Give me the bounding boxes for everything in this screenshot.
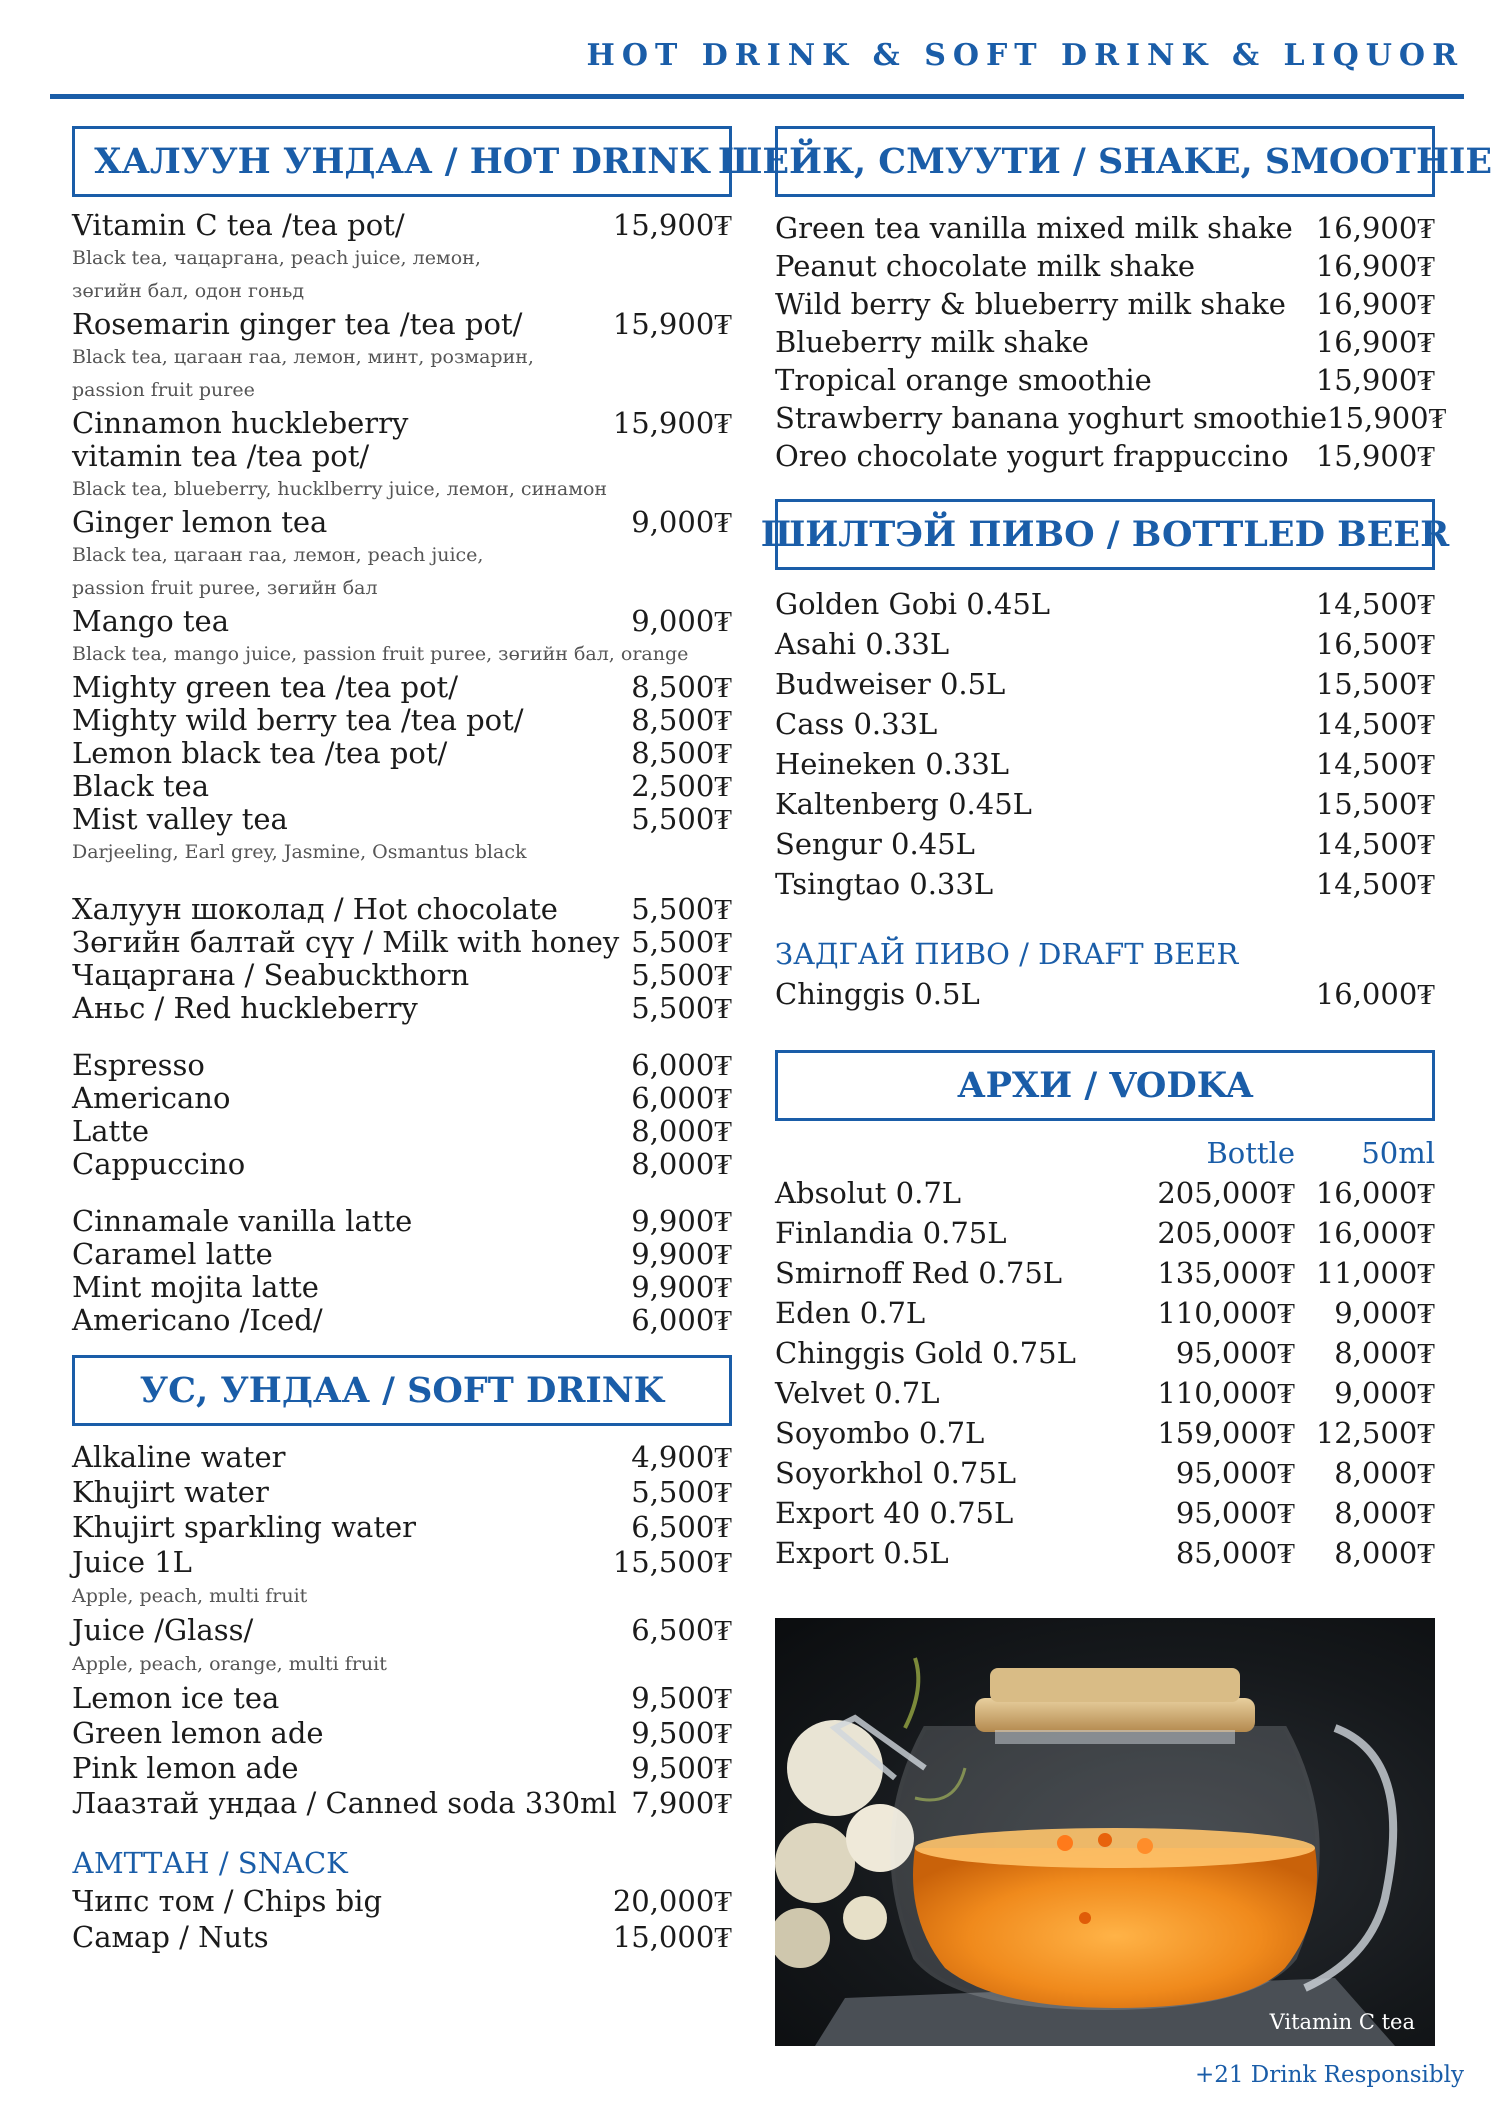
menu-item-price: 6,000₮ xyxy=(631,1081,732,1115)
hot-drink-title: ХАЛУУН УНДАА / HOT DRINK xyxy=(94,141,710,182)
snack-list xyxy=(72,1883,732,1955)
menu-item-name: Mighty green tea /tea pot/ xyxy=(72,670,458,704)
menu-item-row xyxy=(72,1681,732,1716)
vodka-name: Chinggis Gold 0.75L xyxy=(775,1336,1076,1370)
vodka-50ml-price: 8,000₮ xyxy=(1334,1336,1435,1370)
vodka-row xyxy=(775,1173,1435,1213)
menu-item-price: 8,000₮ xyxy=(631,1147,732,1181)
vodka-bottle-price: 110,000₮ xyxy=(1157,1296,1295,1330)
right-column xyxy=(717,126,1493,1573)
menu-item-price: 15,900₮ xyxy=(612,406,732,440)
menu-item-row xyxy=(775,704,1435,744)
menu-item-row xyxy=(72,893,732,926)
menu-item-price: 5,500₮ xyxy=(631,958,732,992)
menu-item-row xyxy=(775,584,1435,624)
menu-item-name: Kaltenberg 0.45L xyxy=(775,787,1032,821)
shake-heading xyxy=(717,126,1493,197)
menu-item-row xyxy=(72,1510,732,1545)
vodka-50ml-price: 12,500₮ xyxy=(1315,1416,1435,1450)
menu-item-row xyxy=(72,1440,732,1475)
vodka-row xyxy=(775,1333,1435,1373)
vodka-name: Smirnoff Red 0.75L xyxy=(775,1256,1063,1290)
menu-item-row xyxy=(72,308,732,341)
menu-item-name: Latte xyxy=(72,1114,150,1148)
menu-item-row xyxy=(72,704,732,737)
menu-item-price: 6,000₮ xyxy=(631,1048,732,1082)
menu-item-price: 9,000₮ xyxy=(631,604,732,638)
menu-item-description: passion fruit puree, зөгийн бал xyxy=(72,577,378,599)
menu-item-row xyxy=(72,1304,732,1337)
menu-item-price: 15,000₮ xyxy=(612,1920,732,1954)
vodka-row xyxy=(775,1493,1435,1533)
menu-item-name: Ginger lemon tea xyxy=(72,505,328,539)
teapot-illustration xyxy=(775,1618,1435,2046)
menu-item-price: 15,500₮ xyxy=(612,1545,732,1579)
soft-drink-title: УС, УНДАА / SOFT DRINK xyxy=(139,1370,665,1411)
menu-item-name: Зөгийн балтай сүү / Milk with honey xyxy=(72,925,620,959)
menu-item-row xyxy=(72,926,732,959)
menu-item-row xyxy=(72,1919,732,1955)
menu-item-row xyxy=(775,437,1435,475)
menu-item-row xyxy=(775,209,1435,247)
menu-item-description: passion fruit puree xyxy=(72,379,255,401)
menu-item-price: 9,000₮ xyxy=(631,505,732,539)
menu-item-row xyxy=(72,1613,732,1648)
menu-item-row xyxy=(72,506,732,539)
vodka-row xyxy=(775,1453,1435,1493)
menu-item-price: 14,500₮ xyxy=(1315,827,1435,861)
menu-item-price: 9,500₮ xyxy=(631,1681,732,1715)
vodka-row xyxy=(775,1373,1435,1413)
vodka-bottle-header: Bottle xyxy=(1206,1136,1295,1170)
menu-item-description: Darjeeling, Earl grey, Jasmine, Osmantus black xyxy=(72,841,527,863)
header-divider xyxy=(50,94,1464,99)
menu-item-price: 9,500₮ xyxy=(631,1716,732,1750)
menu-item-row xyxy=(72,959,732,992)
left-column xyxy=(72,126,732,1955)
menu-item-row xyxy=(72,803,732,836)
menu-item-row xyxy=(72,1883,732,1919)
bottled-beer-title: ШИЛТЭЙ ПИВО / BOTTLED BEER xyxy=(760,514,1450,555)
menu-item-row xyxy=(72,1271,732,1304)
vodka-row xyxy=(775,1413,1435,1453)
menu-item-row xyxy=(775,664,1435,704)
menu-item-name: Green tea vanilla mixed milk shake xyxy=(775,211,1293,245)
menu-item-row xyxy=(72,1786,732,1821)
menu-item-row xyxy=(72,1475,732,1510)
menu-item-price: 7,900₮ xyxy=(631,1786,732,1820)
vodka-name: Eden 0.7L xyxy=(775,1296,926,1330)
vodka-heading xyxy=(775,1050,1435,1121)
menu-item-price: 9,900₮ xyxy=(631,1237,732,1271)
vodka-bottle-price: 135,000₮ xyxy=(1157,1256,1295,1290)
soft-drink-heading xyxy=(72,1355,732,1426)
menu-item-name: Mighty wild berry tea /tea pot/ xyxy=(72,703,524,737)
menu-item-price: 15,900₮ xyxy=(1315,439,1435,473)
menu-item-row xyxy=(72,209,732,242)
menu-item-name: Caramel latte xyxy=(72,1237,273,1271)
menu-item-name: Khujirt water xyxy=(72,1475,269,1509)
vitamin-c-tea-photo xyxy=(775,1618,1435,2046)
draft-beer-list xyxy=(775,974,1435,1014)
menu-item-price: 15,900₮ xyxy=(612,307,732,341)
drink-responsibly-note: +21 Drink Responsibly xyxy=(1194,2062,1464,2088)
menu-item-name: Mango tea xyxy=(72,604,230,638)
menu-item-price: 15,900₮ xyxy=(1315,363,1435,397)
menu-item-price: 16,900₮ xyxy=(1315,287,1435,321)
menu-item-row xyxy=(775,624,1435,664)
menu-item-name: Strawberry banana yoghurt smoothie xyxy=(775,401,1328,435)
menu-item-name: Tropical orange smoothie xyxy=(775,363,1152,397)
menu-item-row xyxy=(72,1148,732,1181)
menu-item-name-continued: vitamin tea /tea pot/ xyxy=(72,439,370,473)
menu-item-name: Lemon black tea /tea pot/ xyxy=(72,736,448,770)
menu-item-price: 15,900₮ xyxy=(1327,401,1447,435)
menu-item-name: Pink lemon ade xyxy=(72,1751,299,1785)
menu-item-row xyxy=(775,399,1447,437)
menu-item-row xyxy=(72,1082,732,1115)
vodka-bottle-price: 95,000₮ xyxy=(1175,1496,1295,1530)
menu-item-name: Cinnamon huckleberry xyxy=(72,406,409,440)
menu-item-name: Rosemarin ginger tea /tea pot/ xyxy=(72,307,523,341)
menu-item-name: Khujirt sparkling water xyxy=(72,1510,416,1544)
vodka-bottle-price: 205,000₮ xyxy=(1157,1176,1295,1210)
photo-caption: Vitamin C tea xyxy=(1269,2010,1415,2034)
menu-item-description: зөгийн бал, одон гоньд xyxy=(72,280,305,302)
menu-item-row xyxy=(72,407,732,440)
vodka-50ml-price: 9,000₮ xyxy=(1334,1296,1435,1330)
menu-item-price: 20,000₮ xyxy=(612,1884,732,1918)
vodka-50ml-price: 8,000₮ xyxy=(1334,1496,1435,1530)
menu-item-name: Americano /Iced/ xyxy=(72,1303,323,1337)
menu-item-price: 4,900₮ xyxy=(631,1440,732,1474)
snack-title: АМТТАН / SNACK xyxy=(72,1846,348,1880)
menu-item-name: Cinnamale vanilla latte xyxy=(72,1204,413,1238)
menu-item-price: 8,500₮ xyxy=(631,703,732,737)
menu-item-row xyxy=(775,247,1435,285)
menu-item-description: Black tea, mango juice, passion fruit puree, зөгийн бал, orange xyxy=(72,643,689,665)
menu-item-description: Apple, peach, orange, multi fruit xyxy=(72,1653,387,1675)
menu-item-name: Alkaline water xyxy=(72,1440,286,1474)
menu-item-name: Самар / Nuts xyxy=(72,1920,269,1954)
menu-item-row xyxy=(775,744,1435,784)
menu-item-name: Budweiser 0.5L xyxy=(775,667,1006,701)
menu-item-row xyxy=(72,1049,732,1082)
menu-item-name: Лаазтай ундаа / Canned soda 330ml xyxy=(72,1786,617,1820)
menu-item-name: Lemon ice tea xyxy=(72,1681,280,1715)
vodka-name: Export 0.5L xyxy=(775,1536,949,1570)
vodka-row xyxy=(775,1293,1435,1333)
vodka-50ml-header: 50ml xyxy=(1361,1136,1435,1170)
menu-item-name: Чацаргана / Seabuckthorn xyxy=(72,958,470,992)
menu-item-price: 6,000₮ xyxy=(631,1303,732,1337)
menu-item-price: 15,500₮ xyxy=(1315,667,1435,701)
vodka-bottle-price: 95,000₮ xyxy=(1175,1336,1295,1370)
menu-item-name: Asahi 0.33L xyxy=(775,627,950,661)
menu-item-row xyxy=(72,1716,732,1751)
menu-item-description: Black tea, цагаан гаа, лемон, peach juice, xyxy=(72,544,484,566)
vodka-name: Soyorkhol 0.75L xyxy=(775,1456,1017,1490)
menu-item-name: Blueberry milk shake xyxy=(775,325,1089,359)
menu-item-name: Cappuccino xyxy=(72,1147,246,1181)
soft-drink-list xyxy=(72,1440,732,1821)
draft-beer-title: ЗАДГАЙ ПИВО / DRAFT BEER xyxy=(775,937,1239,971)
menu-item-price: 9,900₮ xyxy=(631,1204,732,1238)
menu-item-price: 14,500₮ xyxy=(1315,707,1435,741)
menu-item-price: 16,000₮ xyxy=(1315,977,1435,1011)
menu-item-name: Cass 0.33L xyxy=(775,707,938,741)
menu-item-price: 14,500₮ xyxy=(1315,747,1435,781)
menu-item-row xyxy=(72,1751,732,1786)
vodka-list xyxy=(775,1173,1435,1573)
vodka-50ml-price: 16,000₮ xyxy=(1315,1176,1435,1210)
menu-item-row xyxy=(72,1238,732,1271)
menu-item-name: Americano xyxy=(72,1081,231,1115)
menu-item-row xyxy=(72,737,732,770)
menu-item-name: Peanut chocolate milk shake xyxy=(775,249,1195,283)
menu-item-name: Golden Gobi 0.45L xyxy=(775,587,1051,621)
page-title: HOT DRINK & SOFT DRINK & LIQUOR xyxy=(586,38,1464,73)
latte-list xyxy=(72,1205,732,1337)
menu-item-price: 8,500₮ xyxy=(631,736,732,770)
teapot xyxy=(835,1668,1393,2008)
coffee-list xyxy=(72,1049,732,1181)
menu-item-row xyxy=(775,864,1435,904)
menu-item-row xyxy=(72,671,732,704)
menu-item-row xyxy=(775,285,1435,323)
menu-item-row xyxy=(775,361,1435,399)
menu-item-price: 16,900₮ xyxy=(1315,325,1435,359)
vodka-50ml-price: 9,000₮ xyxy=(1334,1376,1435,1410)
menu-item-price: 6,500₮ xyxy=(631,1510,732,1544)
menu-item-price: 16,900₮ xyxy=(1315,249,1435,283)
menu-item-name: Chinggis 0.5L xyxy=(775,977,980,1011)
menu-item-price: 15,500₮ xyxy=(1315,787,1435,821)
menu-item-row xyxy=(775,824,1435,864)
menu-item-price: 14,500₮ xyxy=(1315,587,1435,621)
menu-item-name: Wild berry & blueberry milk shake xyxy=(775,287,1286,321)
menu-item-name: Mint mojita latte xyxy=(72,1270,319,1304)
vodka-bottle-price: 95,000₮ xyxy=(1175,1456,1295,1490)
menu-item-row xyxy=(72,770,732,803)
vodka-bottle-price: 205,000₮ xyxy=(1157,1216,1295,1250)
vodka-title: АРХИ / VODKA xyxy=(957,1065,1253,1106)
menu-item-name: Mist valley tea xyxy=(72,802,288,836)
menu-item-name: Халуун шоколад / Hot chocolate xyxy=(72,892,558,926)
menu-item-row xyxy=(775,323,1435,361)
menu-item-description: Black tea, чацаргана, peach juice, лемон, xyxy=(72,247,481,269)
menu-item-name: Juice /Glass/ xyxy=(72,1613,254,1647)
bottled-beer-heading xyxy=(760,499,1450,570)
vodka-50ml-price: 16,000₮ xyxy=(1315,1216,1435,1250)
menu-item-price: 14,500₮ xyxy=(1315,867,1435,901)
vodka-bottle-price: 110,000₮ xyxy=(1157,1376,1295,1410)
menu-item-row xyxy=(775,974,1435,1014)
menu-item-price: 9,900₮ xyxy=(631,1270,732,1304)
menu-item-row xyxy=(72,1205,732,1238)
menu-item-price: 9,500₮ xyxy=(631,1751,732,1785)
vodka-name: Finlandia 0.75L xyxy=(775,1216,1007,1250)
vodka-name: Velvet 0.7L xyxy=(775,1376,940,1410)
vodka-name: Absolut 0.7L xyxy=(775,1176,962,1210)
menu-item-price: 2,500₮ xyxy=(631,769,732,803)
menu-item-name: Espresso xyxy=(72,1048,205,1082)
menu-item-price: 16,900₮ xyxy=(1315,211,1435,245)
menu-item-price: 8,500₮ xyxy=(631,670,732,704)
menu-item-name: Juice 1L xyxy=(72,1545,192,1579)
menu-item-row xyxy=(72,992,732,1025)
vodka-name: Export 40 0.75L xyxy=(775,1496,1014,1530)
menu-item-price: 16,500₮ xyxy=(1315,627,1435,661)
menu-item-price: 5,500₮ xyxy=(631,991,732,1025)
hot-drink-list-2 xyxy=(72,893,732,1025)
menu-item-price: 6,500₮ xyxy=(631,1613,732,1647)
menu-item-name: Аньс / Red huckleberry xyxy=(72,991,418,1025)
menu-item-name: Чипс том / Chips big xyxy=(72,1884,383,1918)
menu-item-row xyxy=(775,784,1435,824)
shake-list xyxy=(775,209,1447,475)
shake-title: ШЕЙК, СМУУТИ / SHAKE, SMOOTHIE xyxy=(717,141,1493,182)
menu-item-description: Black tea, blueberry, hucklberry juice, лемон, синамон xyxy=(72,478,608,500)
menu-item-price: 5,500₮ xyxy=(631,1475,732,1509)
menu-item-row xyxy=(72,1545,732,1580)
vodka-name: Soyombo 0.7L xyxy=(775,1416,985,1450)
menu-item-name: Green lemon ade xyxy=(72,1716,324,1750)
menu-item-row xyxy=(72,1115,732,1148)
menu-item-name: Tsingtao 0.33L xyxy=(775,867,994,901)
menu-item-name: Sengur 0.45L xyxy=(775,827,975,861)
menu-item-price: 5,500₮ xyxy=(631,925,732,959)
menu-item-name: Oreo chocolate yogurt frappuccino xyxy=(775,439,1289,473)
vodka-row xyxy=(775,1253,1435,1293)
menu-item-price: 15,900₮ xyxy=(612,208,732,242)
menu-item-price: 5,500₮ xyxy=(631,892,732,926)
hot-drink-heading xyxy=(72,126,732,197)
menu-item-description: Black tea, цагаан гаа, лемон, минт, розмарин, xyxy=(72,346,534,368)
menu-item-name: Vitamin C tea /tea pot/ xyxy=(72,208,405,242)
vodka-bottle-price: 85,000₮ xyxy=(1175,1536,1295,1570)
hot-drink-list xyxy=(72,209,732,869)
vodka-row xyxy=(775,1533,1435,1573)
menu-item-row xyxy=(72,605,732,638)
vodka-50ml-price: 8,000₮ xyxy=(1334,1536,1435,1570)
vodka-bottle-price: 159,000₮ xyxy=(1157,1416,1295,1450)
menu-item-name: Black tea xyxy=(72,769,210,803)
menu-item-row-continued xyxy=(72,440,732,473)
vodka-row xyxy=(775,1213,1435,1253)
menu-item-price: 5,500₮ xyxy=(631,802,732,836)
bottled-beer-list xyxy=(775,584,1435,904)
menu-item-price: 8,000₮ xyxy=(631,1114,732,1148)
menu-item-name: Heineken 0.33L xyxy=(775,747,1010,781)
vodka-50ml-price: 8,000₮ xyxy=(1334,1456,1435,1490)
menu-item-description: Apple, peach, multi fruit xyxy=(72,1585,308,1607)
vodka-50ml-price: 11,000₮ xyxy=(1315,1256,1435,1290)
vodka-column-headers xyxy=(775,1133,1435,1173)
